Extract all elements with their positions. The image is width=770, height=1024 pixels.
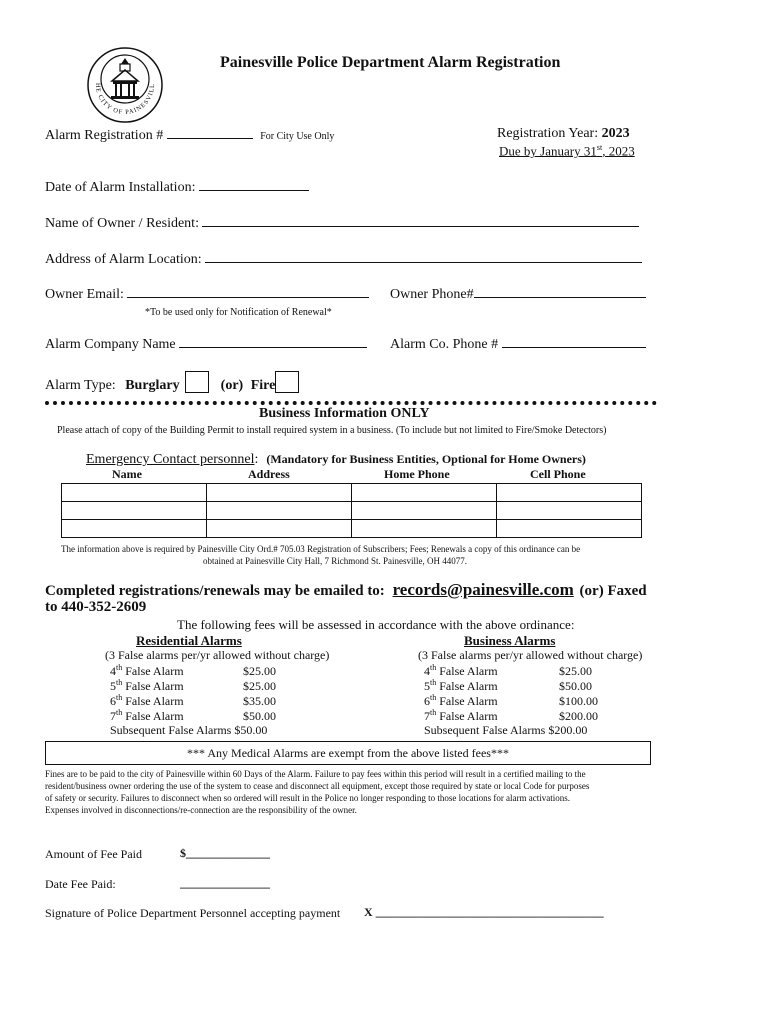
fee-row-amount: $50.00 bbox=[243, 709, 276, 723]
table-cell[interactable] bbox=[207, 484, 352, 502]
fee-row-amount: $25.00 bbox=[243, 679, 276, 693]
table-row bbox=[62, 484, 642, 502]
fee-row-sup: th bbox=[430, 663, 437, 672]
submit-fax: to 440-352-2609 bbox=[45, 599, 147, 615]
fee-row-label bbox=[110, 678, 243, 694]
owner-name-label: Name of Owner / Resident: bbox=[45, 216, 199, 231]
fee-row bbox=[424, 693, 598, 709]
fee-row bbox=[110, 678, 276, 694]
fee-row-amount: $35.00 bbox=[243, 694, 276, 708]
seal-text: HE CITY OF PAINESVILL bbox=[93, 82, 157, 117]
city-seal bbox=[86, 46, 164, 124]
fee-row-amount: $25.00 bbox=[243, 664, 276, 678]
address-field[interactable] bbox=[205, 261, 642, 263]
registration-number-label: Alarm Registration # bbox=[45, 128, 164, 143]
fee-row-label bbox=[424, 678, 559, 694]
install-date-row bbox=[45, 180, 309, 196]
table-row bbox=[62, 502, 642, 520]
ordinance-note-1: The information above is required by Painesville City Ord.# 705.03 Registration of Subscribers; Fees; Renewals a copy of this ordinance can be bbox=[61, 544, 581, 554]
submit-row bbox=[45, 580, 647, 600]
column-name: Name bbox=[112, 467, 142, 481]
emergency-heading-row bbox=[86, 450, 586, 468]
email-note: *To be used only for Notification of Renewal* bbox=[145, 307, 332, 318]
registration-year bbox=[497, 126, 630, 142]
fee-row bbox=[110, 708, 276, 724]
company-row bbox=[45, 337, 367, 353]
fines-line-1: Fines are to be paid to the city of Painesville within 60 Days of the Alarm. Failure to pay fees within this period will result in a certified mailing to the bbox=[45, 769, 586, 779]
registration-number-field[interactable] bbox=[167, 137, 253, 139]
column-home-phone: Home Phone bbox=[384, 467, 450, 481]
due-date-year: , 2023 bbox=[602, 143, 635, 159]
fee-row-number: 5 bbox=[110, 679, 116, 693]
date-paid-field[interactable]: _______________ bbox=[180, 876, 270, 890]
table-cell[interactable] bbox=[497, 520, 642, 538]
fee-row-label bbox=[424, 708, 559, 724]
fee-row bbox=[424, 663, 592, 679]
company-field[interactable] bbox=[179, 346, 367, 348]
fee-row-sup: th bbox=[430, 708, 437, 717]
table-row bbox=[62, 520, 642, 538]
date-paid-label: Date Fee Paid: bbox=[45, 877, 116, 891]
address-row bbox=[45, 252, 642, 268]
fee-row-text: False Alarm bbox=[436, 694, 498, 708]
emergency-colon: : bbox=[254, 452, 259, 467]
signature-label: Signature of Police Department Personnel accepting payment bbox=[45, 906, 341, 920]
fee-row-text: False Alarm bbox=[122, 694, 184, 708]
fee-row-label bbox=[110, 693, 243, 709]
fee-row-sup: th bbox=[116, 663, 123, 672]
emergency-contact-table bbox=[61, 483, 642, 538]
fee-row-amount: $50.00 bbox=[559, 679, 592, 693]
fees-intro: The following fees will be assessed in accordance with the above ordinance: bbox=[177, 617, 575, 632]
email-field[interactable] bbox=[127, 296, 369, 298]
column-cell-phone: Cell Phone bbox=[530, 467, 586, 481]
fee-row bbox=[110, 663, 276, 679]
ordinance-note-2: obtained at Painesville City Hall, 7 Richmond St. Painesville, OH 44077. bbox=[203, 556, 467, 566]
fee-row-number: 6 bbox=[110, 694, 116, 708]
fee-row bbox=[424, 678, 592, 694]
alarm-type-label: Alarm Type: bbox=[45, 378, 116, 393]
or-label: (or) bbox=[220, 378, 244, 393]
company-phone-label: Alarm Co. Phone # bbox=[390, 337, 499, 352]
burglary-label: Burglary bbox=[125, 378, 180, 393]
amount-paid-label: Amount of Fee Paid bbox=[45, 847, 142, 861]
fee-row-number: 7 bbox=[424, 709, 430, 723]
owner-phone-label: Owner Phone# bbox=[390, 287, 474, 302]
owner-phone-field[interactable] bbox=[474, 296, 646, 298]
fee-row-sup: th bbox=[430, 693, 437, 702]
fee-row-number: 7 bbox=[110, 709, 116, 723]
emergency-mandatory: (Mandatory for Business Entities, Optional for Home Owners) bbox=[266, 452, 586, 466]
fee-row-amount: $100.00 bbox=[559, 694, 598, 708]
table-cell[interactable] bbox=[352, 520, 497, 538]
fee-row-text: False Alarm bbox=[122, 709, 184, 723]
fee-row-sup: th bbox=[430, 678, 437, 687]
table-cell[interactable] bbox=[497, 502, 642, 520]
owner-name-row bbox=[45, 216, 639, 232]
table-cell[interactable] bbox=[62, 520, 207, 538]
table-cell[interactable] bbox=[497, 484, 642, 502]
business-alarms-heading: Business Alarms bbox=[464, 633, 556, 648]
email-label: Owner Email: bbox=[45, 287, 124, 302]
fee-row-number: 6 bbox=[424, 694, 430, 708]
fee-row-text: False Alarm bbox=[122, 664, 184, 678]
fee-row-text: False Alarm bbox=[436, 679, 498, 693]
fee-row-amount: $25.00 bbox=[559, 664, 592, 678]
install-date-label: Date of Alarm Installation: bbox=[45, 180, 196, 195]
install-date-field[interactable] bbox=[199, 189, 309, 191]
address-label: Address of Alarm Location: bbox=[45, 252, 202, 267]
residential-note: (3 False alarms per/yr allowed without charge) bbox=[105, 648, 330, 662]
fee-row-label bbox=[424, 693, 559, 709]
page-title: Painesville Police Department Alarm Registration bbox=[220, 54, 561, 71]
fee-row-label bbox=[110, 663, 243, 679]
table-cell[interactable] bbox=[352, 502, 497, 520]
fee-row-number: 4 bbox=[424, 664, 430, 678]
city-use-note: For City Use Only bbox=[260, 131, 335, 142]
fines-line-3: of safety or security. Failures to disconnect when so ordered will result in the Police no longer responding to those locations for alarm activations. bbox=[45, 793, 571, 803]
due-date-sup: st bbox=[596, 143, 603, 152]
fines-line-4: Expenses involved in disconnections/re-connection are the responsibility of the owner. bbox=[45, 805, 357, 815]
table-cell[interactable] bbox=[207, 520, 352, 538]
fee-row-text: False Alarm bbox=[436, 664, 498, 678]
column-address: Address bbox=[248, 467, 290, 481]
fee-row-amount: $200.00 bbox=[559, 709, 598, 723]
fines-line-2: resident/business owner ordering the use of the system to cease and disconnect all equipment, except those required by state or local Code for purposes bbox=[45, 781, 590, 791]
residential-subsequent: Subsequent False Alarms $50.00 bbox=[110, 723, 268, 737]
table-cell[interactable] bbox=[352, 484, 497, 502]
business-note: Please attach of copy of the Building Permit to install required system in a business. (To include but not limited to Fire/Smoke Detectors) bbox=[57, 425, 607, 436]
business-heading: Business Information ONLY bbox=[259, 406, 430, 421]
residential-heading: Residential Alarms bbox=[136, 633, 242, 648]
due-date-text: Due by January 31 bbox=[499, 143, 597, 159]
fee-row-label bbox=[110, 708, 243, 724]
fee-row-sup: th bbox=[116, 678, 123, 687]
emergency-heading: Emergency Contact personnel bbox=[86, 452, 255, 467]
fire-checkbox[interactable] bbox=[275, 371, 299, 393]
fire-label: Fire bbox=[250, 378, 276, 393]
registration-year-value: 2023 bbox=[601, 126, 630, 141]
fee-row bbox=[424, 708, 598, 724]
business-subsequent: Subsequent False Alarms $200.00 bbox=[424, 723, 588, 737]
alarm-type-row bbox=[45, 371, 299, 394]
fee-row bbox=[110, 693, 276, 709]
registration-year-label: Registration Year: bbox=[497, 126, 602, 141]
burglary-checkbox[interactable] bbox=[185, 371, 209, 393]
medical-exempt-text: *** Any Medical Alarms are exempt from the above listed fees*** bbox=[187, 746, 509, 760]
submit-prefix: Completed registrations/renewals may be emailed to: bbox=[45, 583, 385, 599]
owner-phone-row bbox=[390, 287, 646, 303]
fee-row-number: 5 bbox=[424, 679, 430, 693]
table-cell[interactable] bbox=[62, 484, 207, 502]
fee-row-sup: th bbox=[116, 708, 123, 717]
business-alarms-note: (3 False alarms per/yr allowed without charge) bbox=[418, 648, 643, 662]
company-phone-field[interactable] bbox=[502, 346, 646, 348]
signature-field[interactable]: X ______________________________________ bbox=[364, 905, 604, 919]
table-cell[interactable] bbox=[207, 502, 352, 520]
registration-number-row bbox=[45, 128, 334, 144]
owner-name-field[interactable] bbox=[202, 225, 639, 227]
fee-row-text: False Alarm bbox=[122, 679, 184, 693]
email-row bbox=[45, 287, 369, 303]
fee-row-sup: th bbox=[116, 693, 123, 702]
dotted-divider bbox=[45, 401, 657, 405]
table-cell[interactable] bbox=[62, 502, 207, 520]
due-date bbox=[499, 143, 635, 159]
fee-row-number: 4 bbox=[110, 664, 116, 678]
amount-paid-field[interactable]: $______________ bbox=[180, 846, 270, 860]
company-label: Alarm Company Name bbox=[45, 337, 176, 352]
fee-row-label bbox=[424, 663, 559, 679]
fee-row-text: False Alarm bbox=[436, 709, 498, 723]
company-phone-row bbox=[390, 337, 646, 353]
medical-exempt-box bbox=[45, 741, 651, 765]
submit-email-link[interactable]: records@painesville.com bbox=[392, 580, 574, 599]
submit-suffix: (or) Faxed bbox=[579, 583, 647, 599]
